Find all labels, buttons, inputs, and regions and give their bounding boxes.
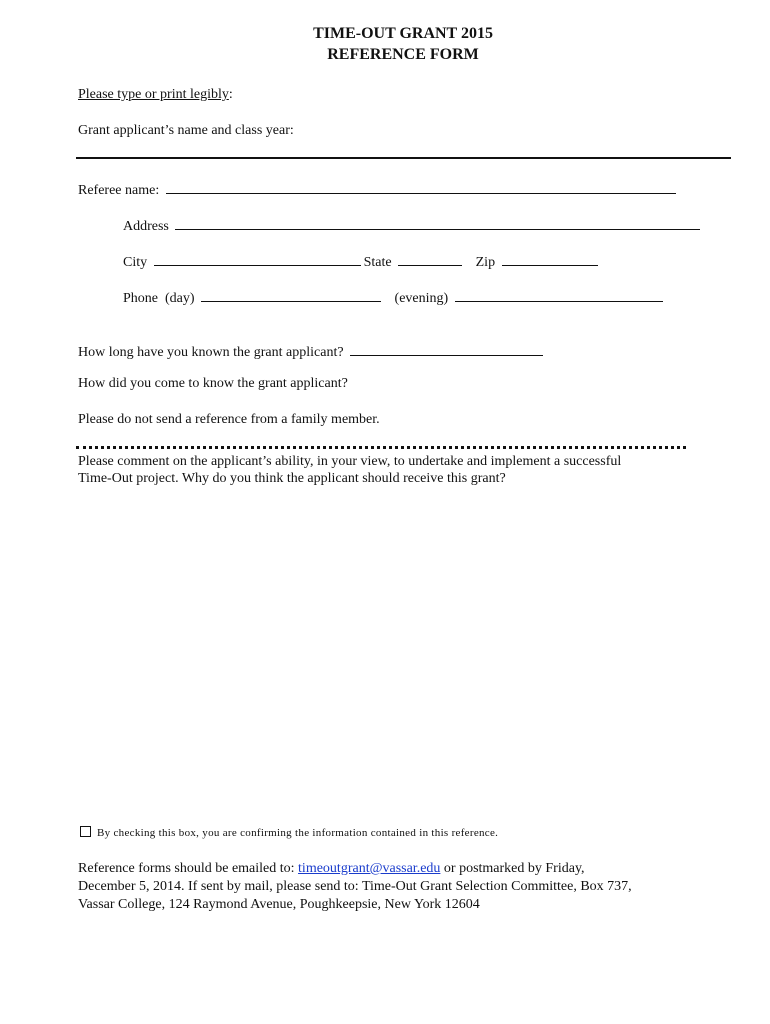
comment-prompt-line2: Time-Out project. Why do you think the applicant should receive this grant? — [78, 471, 506, 486]
comment-prompt — [78, 453, 718, 487]
dotted-separator — [76, 446, 686, 449]
how-long-row — [78, 341, 546, 361]
city-field[interactable] — [154, 251, 361, 266]
footer-line2: December 5, 2014. If sent by mail, please send to: Time-Out Grant Selection Committee, Box 737, — [78, 879, 632, 894]
phone-day-label: (day) — [165, 291, 195, 306]
comment-prompt-line1: Please comment on the applicant’s ability, in your view, to undertake and implement a successful — [78, 454, 622, 469]
footer-line1-start: Reference forms should be emailed to: — [78, 861, 299, 876]
form-title: TIME-OUT GRANT 2015 — [313, 25, 493, 42]
phone-evening-label: (evening) — [394, 291, 449, 306]
submission-instructions — [78, 860, 718, 914]
how-long-field[interactable] — [350, 341, 543, 356]
footer-line1 — [78, 860, 718, 878]
referee-name-row — [78, 179, 679, 199]
referee-name-label: Referee name: — [78, 183, 160, 198]
instruction-colon: : — [228, 87, 233, 102]
confirm-text: By checking this box, you are confirming the information contained in this reference. — [97, 827, 499, 839]
phone-day-field[interactable] — [201, 287, 381, 302]
applicant-name-line[interactable] — [76, 157, 731, 159]
address-label: Address — [123, 219, 169, 234]
how-long-question: How long have you known the grant applicant? — [78, 345, 344, 360]
city-label: City — [123, 255, 148, 270]
footer-line3: Vassar College, 124 Raymond Avenue, Poughkeepsie, New York 12604 — [78, 897, 480, 912]
phone-evening-field[interactable] — [455, 287, 663, 302]
confirm-checkbox[interactable] — [80, 826, 91, 837]
form-subtitle: REFERENCE FORM — [327, 46, 479, 63]
city-state-zip-row — [123, 251, 601, 271]
applicant-label: Grant applicant’s name and class year: — [78, 123, 294, 138]
confirm-row — [80, 826, 498, 839]
how-know-question: How did you come to know the grant applicant? — [78, 376, 348, 391]
address-field[interactable] — [175, 215, 700, 230]
state-field[interactable] — [398, 251, 462, 266]
phone-label: Phone — [123, 291, 158, 306]
state-label: State — [363, 255, 392, 270]
address-row — [123, 215, 703, 235]
family-member-note: Please do not send a reference from a family member. — [78, 412, 380, 427]
zip-label: Zip — [475, 255, 496, 270]
phone-row — [123, 287, 666, 307]
zip-field[interactable] — [502, 251, 598, 266]
instruction-label: Please type or print legibly — [78, 87, 229, 102]
referee-name-field[interactable] — [166, 179, 676, 194]
footer-line1-end: or postmarked by Friday, — [440, 861, 585, 876]
instruction-text — [78, 87, 233, 103]
email-link[interactable]: timeoutgrant@vassar.edu — [298, 861, 441, 876]
